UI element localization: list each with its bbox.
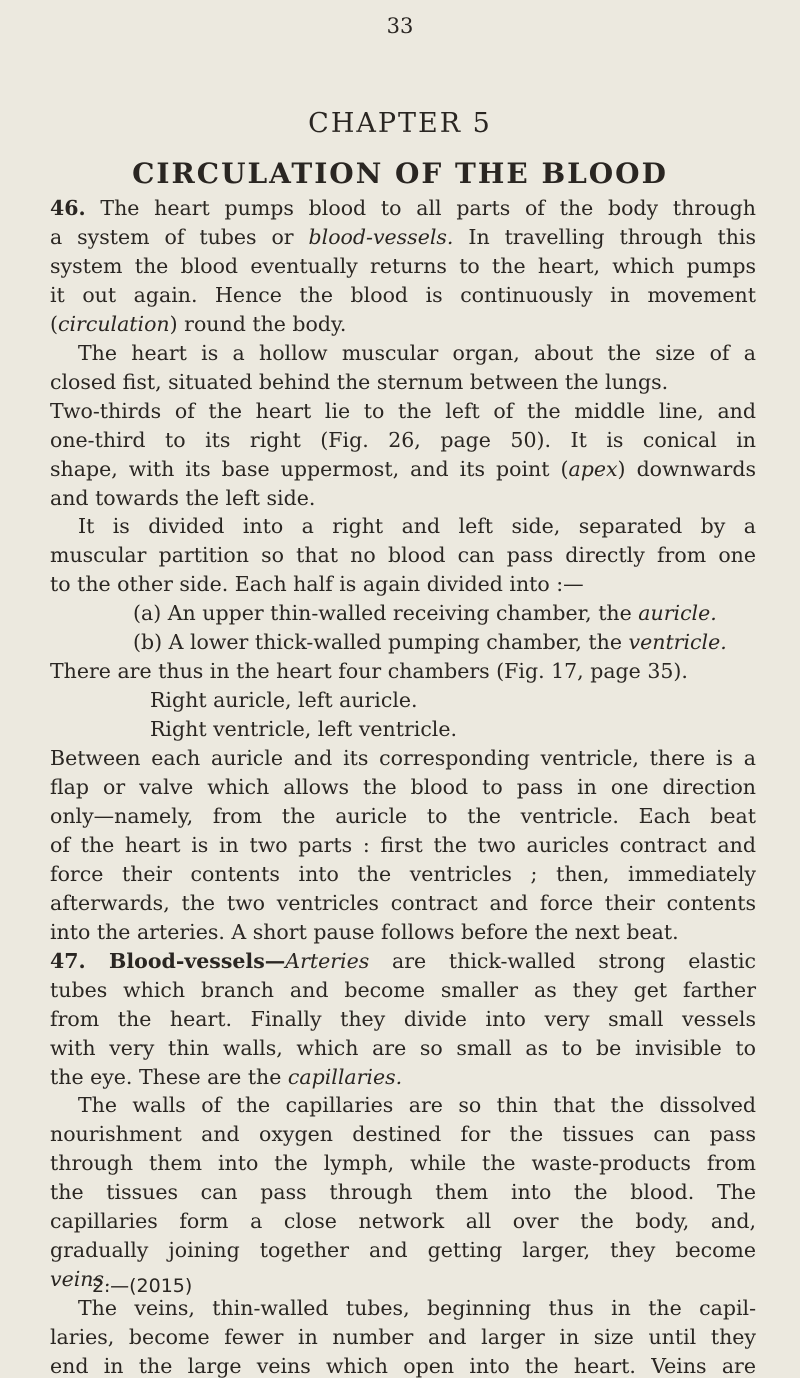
text-run: are thick-walled strong elastic <box>369 948 756 973</box>
text-run: The walls of the capillaries are so thin that the dissolved <box>78 1093 756 1118</box>
text-run: Between each auricle and its corresponding ventricle, there is a <box>50 746 756 771</box>
text-line <box>50 890 756 915</box>
text-run: end in the large veins which open into the heart. Veins are <box>50 1354 756 1378</box>
text-line <box>50 224 756 249</box>
text-run: the eye. These are the <box>50 1064 288 1089</box>
text-run: muscular partition so that no blood can pass directly from one <box>50 543 756 568</box>
page-number: 33 <box>386 14 414 38</box>
text-line <box>50 1153 756 1174</box>
text-line <box>50 398 756 423</box>
text-run: from the heart. Finally they divide into very small vessels <box>50 1006 756 1031</box>
text-line <box>50 803 756 828</box>
text-run: and towards the left side. <box>50 485 316 510</box>
text-run: into the arteries. A short pause follows before the next beat. <box>50 919 679 944</box>
text-run: ( <box>50 311 58 336</box>
text-run: The heart is a hollow muscular organ, about the size of a <box>78 340 756 365</box>
text-run: system the blood eventually returns to the heart, which pumps <box>50 253 756 278</box>
text-line <box>50 369 669 394</box>
text-line <box>150 690 418 711</box>
text-line <box>133 632 727 653</box>
italic-term: auricle. <box>638 601 717 626</box>
text-line <box>50 1327 756 1348</box>
text-line <box>50 427 756 452</box>
text-run: capillaries form a close network all over the body, and, <box>50 1209 756 1234</box>
text-run: ) downwards <box>617 456 756 481</box>
italic-term: apex <box>568 456 618 481</box>
text-run: nourishment and oxygen destined for the tissues can pass <box>50 1122 756 1147</box>
text-run: flap or valve which allows the blood to pass in one direction <box>50 775 756 799</box>
text-run: (b) A lower thick-walled pumping chamber, the <box>133 630 629 655</box>
text-line <box>50 948 756 973</box>
text-run: force their contents into the ventricles ; then, immediately <box>50 861 756 886</box>
text-run: to the other side. Each half is again divided into :— <box>50 572 584 597</box>
text-run: The heart pumps blood to all parts of the body through <box>85 196 756 220</box>
text-run: it out again. Hence the blood is continuously in movement <box>50 282 756 307</box>
text-line <box>50 1095 756 1116</box>
text-line <box>50 198 756 219</box>
text-line <box>50 919 679 944</box>
text-line <box>50 1035 756 1060</box>
chapter-title: CIRCULATION OF THE BLOOD <box>132 157 668 190</box>
text-run: Right ventricle, left ventricle. <box>150 717 458 742</box>
text-line <box>50 1356 756 1377</box>
text-line <box>50 574 584 595</box>
text-line <box>50 1298 756 1319</box>
text-run: It is divided into a right and left side, separated by a <box>78 514 756 539</box>
chapter-label: CHAPTER 5 <box>308 108 492 139</box>
text-line <box>50 1064 403 1089</box>
text-run: There are thus in the heart four chambers (Fig. 17, page 35). <box>50 659 688 684</box>
text-line <box>50 516 756 537</box>
text-run: shape, with its base uppermost, and its point ( <box>50 456 569 481</box>
text-line <box>50 748 756 769</box>
text-run: closed fist, situated behind the sternum between the lungs. <box>50 369 669 394</box>
text-line <box>50 340 756 365</box>
section-number: 47. Blood-vessels— <box>50 948 286 973</box>
text-line <box>50 456 756 481</box>
italic-term: capillaries. <box>287 1064 403 1089</box>
text-line <box>50 545 756 566</box>
text-run: only—namely, from the auricle to the ventricle. Each beat <box>50 803 756 828</box>
text-line <box>50 1240 756 1261</box>
text-run: the tissues can pass through them into the blood. The <box>50 1180 756 1205</box>
text-run: In travelling through this <box>453 224 756 249</box>
signature-mark: 2.—(2015) <box>92 1275 193 1297</box>
text-line <box>150 719 457 740</box>
text-line <box>50 282 756 307</box>
text-line <box>50 977 756 1002</box>
text-run: The veins, thin-walled tubes, beginning thus in the capil- <box>78 1296 756 1321</box>
text-run: Right auricle, left auricle. <box>150 688 418 713</box>
italic-term: ventricle. <box>628 630 727 655</box>
text-run: through them into the lymph, while the waste-products from <box>50 1151 756 1176</box>
text-run: (a) An upper thin-walled receiving chamber, the <box>133 601 639 626</box>
text-run: of the heart is in two parts : first the two auricles contract and <box>50 832 756 857</box>
italic-term: circulation <box>58 311 170 336</box>
italic-term: Arteries <box>285 948 370 973</box>
text-run: one-third to its right (Fig. 26, page 50). It is conical in <box>50 427 756 452</box>
text-run: laries, become fewer in number and larger in size until they <box>50 1325 756 1350</box>
text-line <box>50 1182 756 1203</box>
text-run: gradually joining together and getting larger, they become <box>50 1238 756 1263</box>
text-line <box>50 777 756 798</box>
text-run: tubes which branch and become smaller as they get farther <box>50 977 756 1002</box>
text-line <box>133 603 717 624</box>
section-number: 46. <box>50 196 86 220</box>
text-line <box>50 485 316 510</box>
text-run: with very thin walls, which are so small as to be invisible to <box>50 1035 756 1060</box>
text-run: ) round the body. <box>169 311 347 336</box>
text-run: Two-thirds of the heart lie to the left of the middle line, and <box>50 398 756 423</box>
text-line <box>50 661 688 682</box>
text-line <box>50 1124 756 1145</box>
text-line <box>50 1006 756 1031</box>
text-line <box>50 1211 756 1232</box>
text-run: a system of tubes or <box>50 224 309 249</box>
text-line <box>50 311 347 336</box>
text-line <box>50 253 756 278</box>
italic-term: veins. <box>50 1267 111 1292</box>
italic-term: blood-vessels. <box>308 224 454 249</box>
text-line <box>50 861 756 886</box>
text-line <box>50 832 756 857</box>
text-run: afterwards, the two ventricles contract and force their contents <box>50 890 756 915</box>
